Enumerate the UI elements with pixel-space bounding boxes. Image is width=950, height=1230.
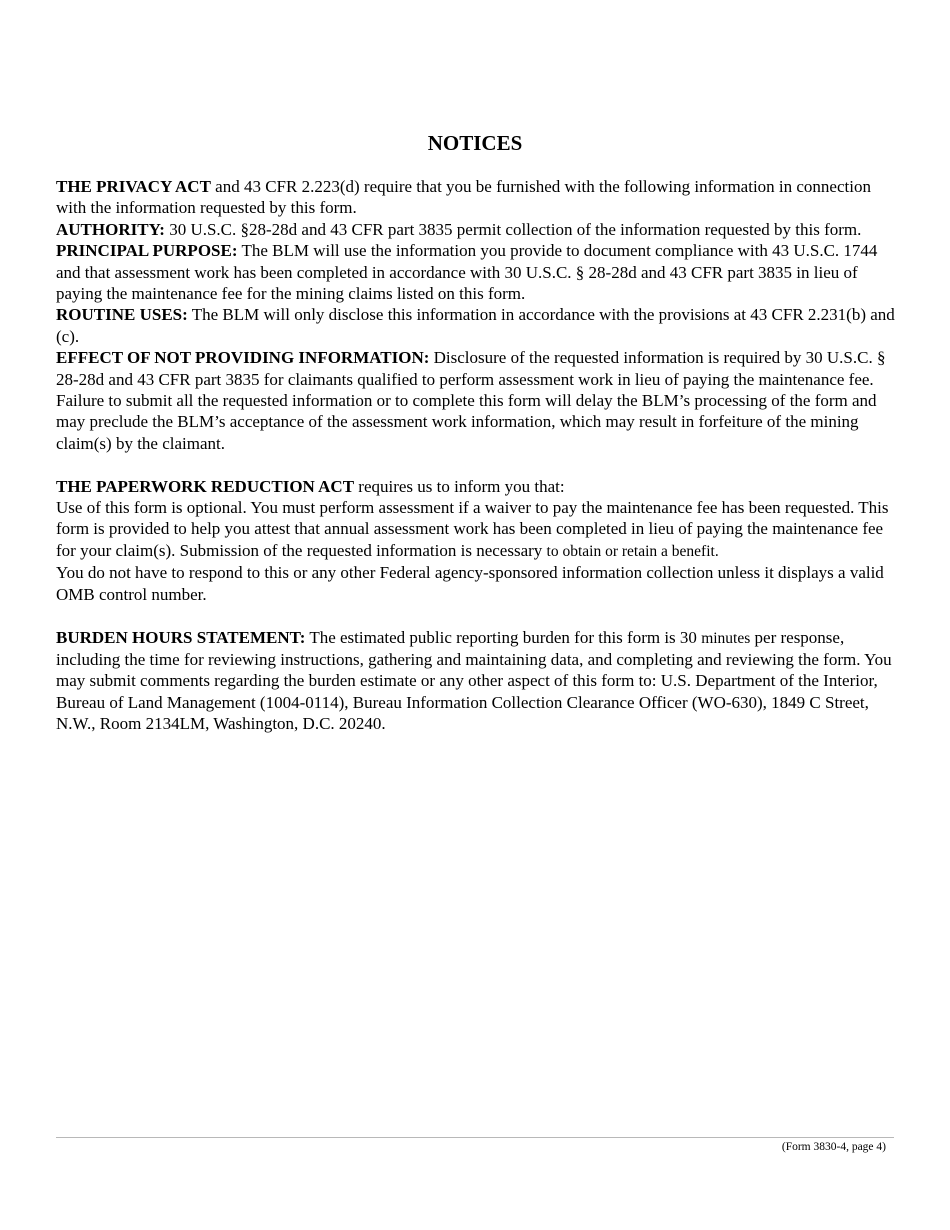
authority-paragraph <box>56 219 896 240</box>
section-gap <box>56 605 896 626</box>
privacy-act-paragraph <box>56 176 896 219</box>
form-page-footer: (Form 3830-4, page 4) <box>781 1141 886 1153</box>
notices-body <box>56 176 896 735</box>
paperwork-body-paragraph <box>56 497 896 562</box>
burden-label: BURDEN HOURS STATEMENT: <box>56 627 306 647</box>
paperwork-heading-paragraph <box>56 476 896 497</box>
page-title: NOTICES <box>427 131 523 155</box>
burden-text-2: per response, including the time for reviewing instructions, gathering and maintaining data, and completing and reviewing the form. You may submit comments regarding the burden estimate or any other aspect of this form to: U.S. Department of the Interior, Bureau of Land Management (1004-0114), Bureau Information Collection Clearance Officer (WO-630), 1849 C Street, N.W., Room 2134LM, Washington, D.C. 20240. <box>56 627 892 734</box>
section-gap <box>56 454 896 475</box>
paperwork-body: Use of this form is optional. You must perform assessment if a waiver to pay the maintenance fee has been requested. This form is provided to help you attest that annual assessment work has been completed in lieu of paying the maintenance fee for your claim(s). Submission of the requested information is necessary <box>56 498 889 560</box>
routine-uses-label: ROUTINE USES: <box>56 305 188 325</box>
principal-purpose-paragraph <box>56 240 896 304</box>
footer-divider <box>56 1137 894 1138</box>
authority-label: AUTHORITY: <box>56 219 165 239</box>
effect-label: EFFECT OF NOT PROVIDING INFORMATION: <box>56 348 430 368</box>
omb-paragraph: You do not have to respond to this or any other Federal agency-sponsored information collection unless it displays a valid OMB control number. <box>56 563 884 604</box>
burden-text-1: The estimated public reporting burden for this form is 30 <box>305 627 702 647</box>
burden-paragraph <box>56 627 896 735</box>
routine-uses-text: The BLM will only disclose this information in accordance with the provisions at 43 CFR 2.231(b) and (c). <box>56 305 895 346</box>
effect-text: Disclosure of the requested information is required by 30 U.S.C. § 28-28d and 43 CFR part 3835 for claimants qualified to perform assessment work in lieu of paying the maintenance fee. Failure to submit all the requested information or to complete this form will delay the BLM’s processing of the form and may preclude the BLM’s acceptance of the assessment work information, which may result in forfeiture of the mining claim(s) by the claimant. <box>56 348 886 453</box>
privacy-act-text: and 43 CFR 2.223(d) require that you be furnished with the following information in connection with the information requested by this form. <box>56 177 871 218</box>
burden-text-small: minutes <box>701 629 751 647</box>
routine-uses-paragraph <box>56 304 896 347</box>
paperwork-text: requires us to inform you that: <box>354 476 565 496</box>
authority-text: 30 U.S.C. §28-28d and 43 CFR part 3835 permit collection of the information requested by this form. <box>164 219 862 239</box>
paperwork-body-small: to obtain or retain a benefit. <box>546 542 719 560</box>
effect-paragraph <box>56 347 896 454</box>
privacy-act-label: THE PRIVACY ACT <box>56 177 211 196</box>
principal-purpose-label: PRINCIPAL PURPOSE: <box>56 241 238 261</box>
paperwork-label: THE PAPERWORK REDUCTION ACT <box>56 476 355 496</box>
principal-purpose-text: The BLM will use the information you provide to document compliance with 43 U.S.C. 1744 and that assessment work has been completed in accordance with 30 U.S.C. § 28-28d and 43 CFR part 3835 in lieu of paying the maintenance fee for the mining claims listed on this form. <box>56 241 878 304</box>
